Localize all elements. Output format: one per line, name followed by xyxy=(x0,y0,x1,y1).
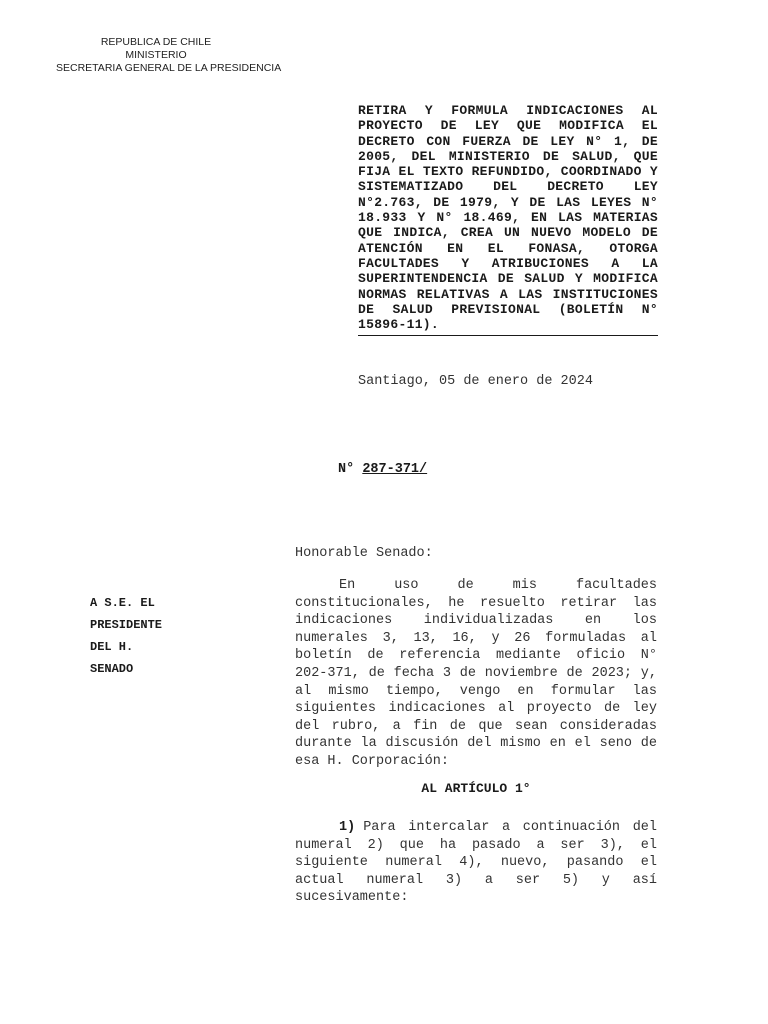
document-subject: RETIRA Y FORMULA INDICACIONES AL PROYECTO DE LEY QUE MODIFICA EL DECRETO CON FUERZA DE LEY N° 1, DE 2005, DEL MINISTERIO DE SALUD, QUE FIJA EL TEXTO REFUNDIDO, COORDINADO Y SISTEMATIZADO DEL DECRETO LEY N°2.763, DE 1979, Y DE LAS LEYES N° 18.933 Y N° 18.469, EN LAS MATERIAS QUE INDICA, CREA UN NUEVO MODELO DE ATENCIÓN EN EL FONASA, OTORGA FACULTADES Y ATRIBUCIONES A LA SUPERINTENDENCIA DE SALUD Y MODIFICA NORMAS RELATIVAS A LAS INSTITUCIONES DE SALUD PREVISIONAL (BOLETÍN N° 15896-11). xyxy=(358,103,658,336)
letterhead-country: REPUBLICA DE CHILE xyxy=(100,36,212,48)
recipient-block xyxy=(90,592,162,680)
letterhead xyxy=(56,36,282,75)
document-number-prefix: N° xyxy=(338,462,355,477)
section-heading: AL ARTÍCULO 1° xyxy=(421,781,531,796)
letterhead-office: SECRETARIA GENERAL DE LA PRESIDENCIA xyxy=(56,62,282,74)
recipient-line: SENADO xyxy=(90,662,134,676)
recipient-line: A S.E. EL xyxy=(90,596,155,610)
body-paragraph: En uso de mis facultades constitucionales, he resuelto retirar las indicaciones individualizadas en los numerales 3, 13, 16, y 26 formuladas al boletín de referencia mediante oficio N° 202-371, de fecha 3 de noviembre de 2023; y, al mismo tiempo, vengo en formular las siguientes indicaciones al proyecto de ley del rubro, a fin de que sean consideradas durante la discusión del mismo en el seno de esa H. Corporación: xyxy=(295,578,657,769)
document-date: Santiago, 05 de enero de 2024 xyxy=(358,374,593,389)
indication-item-text: Para intercalar a continuación del numeral 2) que ha pasado a ser 3), el siguiente numeral 4), nuevo, pasando el actual numeral 3) a ser 5) y así sucesivamente: xyxy=(295,820,657,906)
letterhead-ministry: MINISTERIO xyxy=(125,49,187,61)
indication-item xyxy=(295,819,657,907)
document-number xyxy=(338,462,427,477)
indication-item-number: 1) xyxy=(339,820,356,835)
salutation: Honorable Senado: xyxy=(295,546,433,561)
recipient-line: PRESIDENTE xyxy=(90,618,163,632)
recipient-line: DEL H. xyxy=(90,640,134,654)
document-number-value: 287-371/ xyxy=(362,462,428,477)
